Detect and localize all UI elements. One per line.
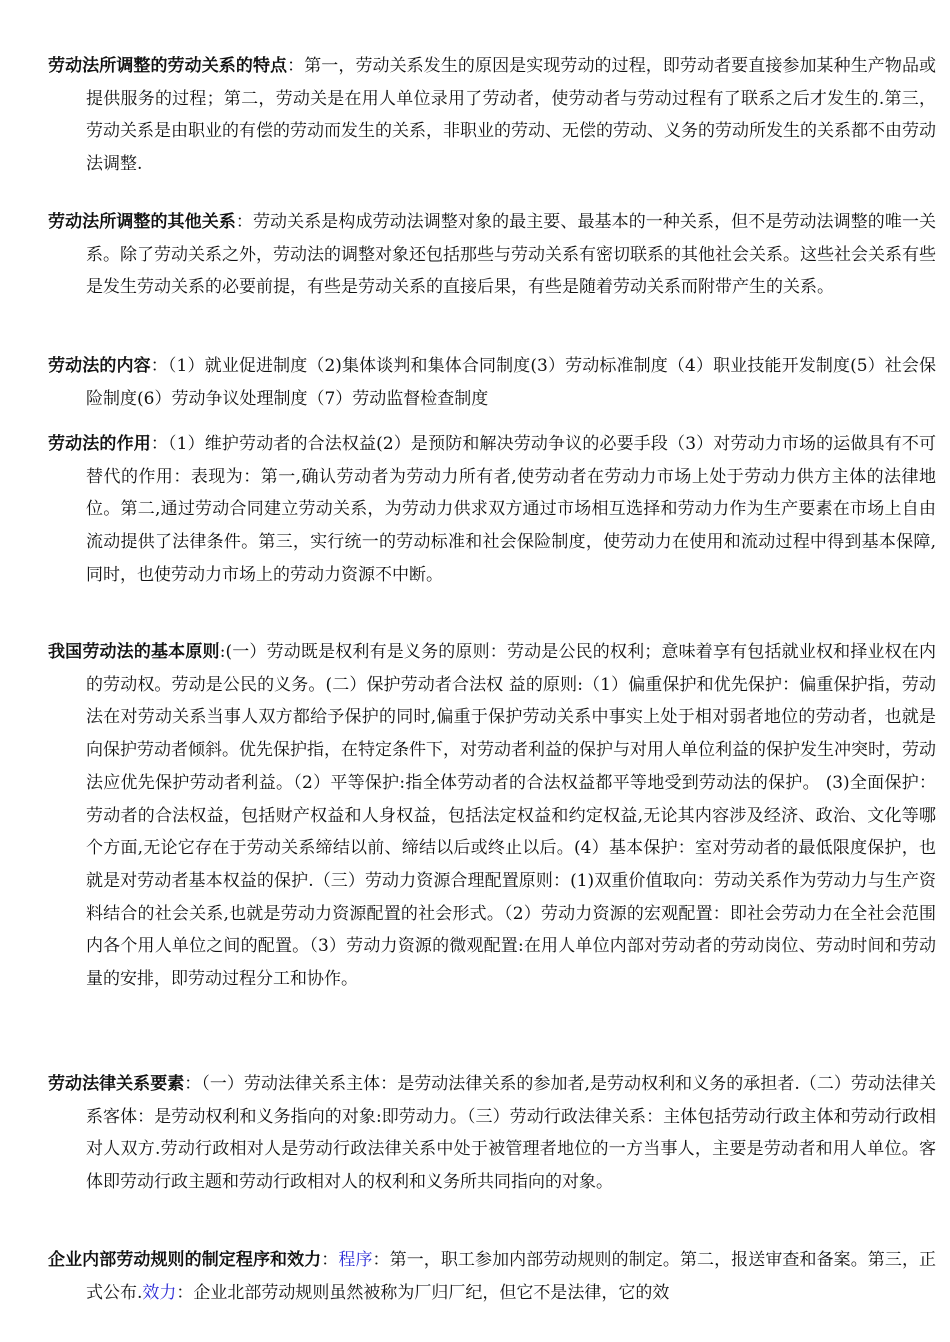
paragraph-term: 劳动法律关系要素 (48, 1074, 185, 1094)
term-separator: ： (287, 56, 305, 76)
paragraph-body: 第一，劳动关系发生的原因是实现劳动的过程，即劳动者要直接参加某种生产物品或提供服务的过程；第二，劳动关是在用人单位录用了劳动者，使劳动者与劳动过程有了联系之后才发生的.第三，劳动关系是由职业的有偿的劳动而发生的关系，非职业的劳动、无偿的劳动、义务的劳动所发生的关系都不由劳动法调整. (86, 56, 937, 175)
paragraph-term: 我国劳动法的基本原则 (48, 642, 220, 662)
keyword-effect: 效力 (142, 1282, 177, 1303)
paragraph-term: 劳动法所调整的其他关系 (48, 212, 236, 232)
paragraph-body-effect: ：企业北部劳动规则虽然被称为厂归厂纪，但它不是法律，它的效 (176, 1282, 670, 1303)
paragraph-term: 劳动法的作用 (48, 434, 151, 454)
term-separator: ： (321, 1250, 339, 1270)
paragraph-labor-law-content (48, 350, 936, 415)
paragraph-term: 劳动法所调整的劳动关系的特点 (48, 56, 288, 76)
term-separator: ： (150, 356, 168, 376)
paragraph-body-procedure: ：第一，职工参加内部劳动规则的制定。第二，报送审查和备案。第三，正式公布. (86, 1250, 937, 1303)
paragraph-internal-labor-rules (48, 1244, 936, 1309)
paragraph-basic-principles (48, 636, 936, 996)
term-separator: ： (235, 212, 253, 232)
paragraph-term: 劳动法的内容 (48, 356, 151, 376)
paragraph-body: （1）就业促进制度（2)集体谈判和集体合同制度(3）劳动标准制度（4）职业技能开发制度(5）社会保险制度(6）劳动争议处理制度（7）劳动监督检查制度 (86, 356, 937, 409)
paragraph-term: 企业内部劳动规则的制定程序和效力 (48, 1250, 322, 1270)
term-separator: ： (150, 434, 169, 454)
paragraph-labor-law-role (48, 428, 936, 592)
paragraph-body: （一）劳动法律关系主体：是劳动法律关系的参加者,是劳动权利和义务的承担者.（二）劳动法律关系客体：是劳动权利和义务指向的对象:即劳动力。（三）劳动行政法律关系：主体包括劳动行政主体和劳动行政相对人双方.劳动行政相对人是劳动行政法律关系中处于被管理者地位的一方当事人，主要是劳动者和用人单位。客体即劳动行政主题和劳动行政相对人的权利和义务所共同指向的对象。 (86, 1074, 937, 1193)
paragraph-body: (一）劳动既是权利有是义务的原则：劳动是公民的权利；意味着享有包括就业权和择业权在内的劳动权。劳动是公民的义务。(二）保护劳动者合法权 益的原则:（1）偏重保护和优先保护：偏重保护指，劳动法在对劳动关系当事人双方都给予保护的同时,偏重于保护劳动关系中事实上处于相对弱者地位的劳动者，也就是向保护劳动者倾斜。优先保护指，在特定条件下，对劳动者利益的保护与对用人单位利益的保护发生冲突时，劳动法应优先保护劳动者利益。（2）平等保护:指全体劳动者的合法权益都平等地受到劳动法的保护。 (3)全面保护：劳动者的合法权益，包括财产权益和人身权益，包括法定权益和约定权益,无论其内容涉及经济、政治、文化等哪个方面,无论它存在于劳动关系缔结以前、缔结以后或终止以后。(4）基本保护：室对劳动者的最低限度保护，也就是对劳动者基本权益的保护.（三）劳动力资源合理配置原则：(1)双重价值取向：劳动关系作为劳动力与生产资料结合的社会关系,也就是劳动力资源配置的社会形式。（2）劳动力资源的宏观配置：即社会劳动力在全社会范围内各个用人单位之间的配置。（3）劳动力资源的微观配置:在用人单位内部对劳动者的劳动岗位、劳动时间和劳动量的安排，即劳动过程分工和协作。 (86, 642, 937, 990)
paragraph-labor-relation-features (48, 50, 936, 181)
paragraph-body: （1）维护劳动者的合法权益(2）是预防和解决劳动争议的必要手段（3）对劳动力市场的运做具有不可替代的作用：表现为：第一,确认劳动者为劳动力所有者,使劳动者在劳动力市场上处于劳动力供方主体的法律地位。第二,通过劳动合同建立劳动关系，为劳动力供求双方通过市场相互选择和劳动力作为生产要素在市场上自由流动提供了法律条件。第三，实行统一的劳动标准和社会保险制度，使劳动力在使用和流动过程中得到基本保障,同时，也使劳动力市场上的劳动力资源不中断。 (86, 434, 937, 585)
term-separator: ： (184, 1074, 202, 1094)
term-separator: : (219, 642, 226, 662)
paragraph-other-relations (48, 206, 936, 304)
paragraph-body: 劳动关系是构成劳动法调整对象的最主要、最基本的一种关系，但不是劳动法调整的唯一关系。除了劳动关系之外，劳动法的调整对象还包括那些与劳动关系有密切联系的其他社会关系。这些社会关系有些是发生劳动关系的必要前提，有些是劳动关系的直接后果，有些是随着劳动关系而附带产生的关系。 (86, 212, 937, 298)
paragraph-legal-relation-elements (48, 1068, 936, 1199)
keyword-procedure: 程序 (338, 1250, 373, 1270)
